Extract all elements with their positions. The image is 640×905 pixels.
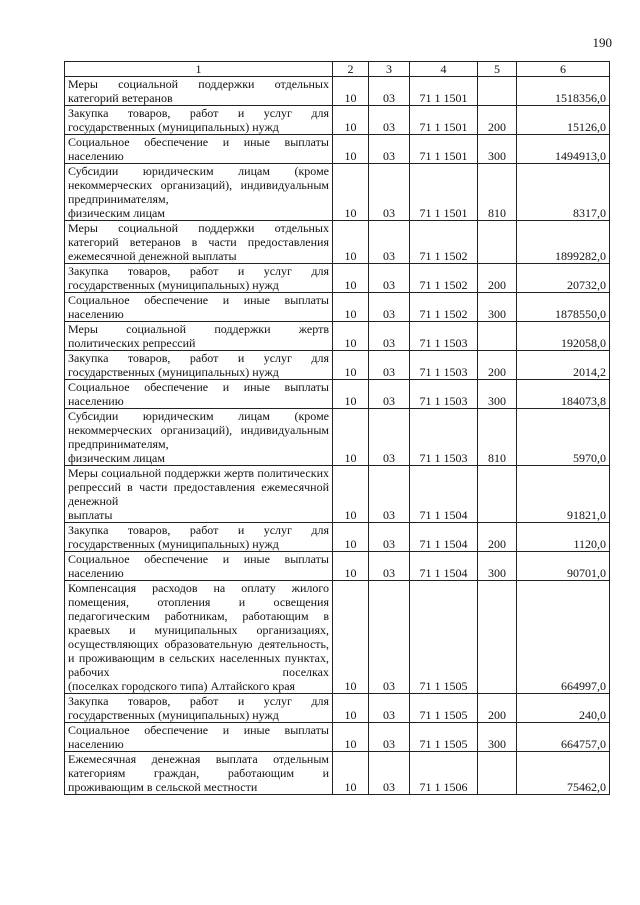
amount-cell: 1120,0 <box>517 523 610 552</box>
expense-name-cell <box>65 293 333 322</box>
expense-name-line: населенных пунктах, рабочих поселках <box>68 651 329 679</box>
amount-cell: 90701,0 <box>517 552 610 581</box>
subsection-code-cell: 03 <box>369 409 410 466</box>
table-row <box>65 164 610 221</box>
subsection-code-cell: 03 <box>369 552 410 581</box>
expense-name-line: Субсидии юридическим лицам (кроме <box>68 409 329 423</box>
target-article-cell: 71 1 1504 <box>410 523 478 552</box>
table-row <box>65 752 610 795</box>
table-body <box>65 77 610 795</box>
subsection-code-cell: 03 <box>369 723 410 752</box>
expense-name-line: краевых и муниципальных организациях, <box>68 623 329 637</box>
target-article-cell: 71 1 1502 <box>410 293 478 322</box>
amount-cell: 1878550,0 <box>517 293 610 322</box>
table-row <box>65 135 610 164</box>
expense-name-cell <box>65 409 333 466</box>
table-row <box>65 466 610 523</box>
amount-cell: 20732,0 <box>517 264 610 293</box>
section-code-cell: 10 <box>333 752 369 795</box>
amount-cell: 15126,0 <box>517 106 610 135</box>
expense-name-cell <box>65 221 333 264</box>
expense-name-line: государственных (муниципальных) нужд <box>68 537 279 551</box>
expense-name-line: Меры социальной поддержки жертв <box>68 322 329 336</box>
column-header: 2 <box>333 62 369 77</box>
table-row <box>65 380 610 409</box>
target-article-cell: 71 1 1505 <box>410 723 478 752</box>
expense-name-line: предоставления ежемесячной денежной <box>68 480 330 508</box>
expense-type-cell: 300 <box>478 723 517 752</box>
expense-name-line: педагогическим работникам, работающим в <box>68 609 329 623</box>
subsection-code-cell: 03 <box>369 581 410 694</box>
section-code-cell: 10 <box>333 135 369 164</box>
expense-name-line: осуществляющих образовательную <box>68 637 253 651</box>
expense-type-cell: 300 <box>478 293 517 322</box>
amount-cell: 91821,0 <box>517 466 610 523</box>
expense-name-line: категорий ветеранов в части предоставления <box>68 235 329 249</box>
expense-type-cell: 810 <box>478 164 517 221</box>
table-row <box>65 322 610 351</box>
amount-cell: 192058,0 <box>517 322 610 351</box>
subsection-code-cell: 03 <box>369 466 410 523</box>
expense-name-line: некоммерческих организаций), <box>68 178 233 192</box>
expense-name-line: Ежемесячная денежная выплата отдельным <box>68 752 329 766</box>
expense-name-cell <box>65 322 333 351</box>
subsection-code-cell: 03 <box>369 694 410 723</box>
target-article-cell: 71 1 1503 <box>410 351 478 380</box>
target-article-cell: 71 1 1504 <box>410 552 478 581</box>
expense-name-line: Социальное обеспечение и иные выплаты <box>68 552 329 566</box>
expense-name-line: выплаты <box>68 508 113 522</box>
expense-name-line: государственных (муниципальных) нужд <box>68 708 279 722</box>
amount-cell: 1518356,0 <box>517 77 610 106</box>
expense-name-line: населению <box>68 394 124 408</box>
column-header: 6 <box>517 62 610 77</box>
amount-cell: 1899282,0 <box>517 221 610 264</box>
table-row <box>65 552 610 581</box>
expense-name-line: индивидуальным предпринимателям, <box>68 178 329 206</box>
expense-name-cell <box>65 552 333 581</box>
table-row <box>65 264 610 293</box>
expense-type-cell <box>478 322 517 351</box>
expense-type-cell <box>478 581 517 694</box>
expense-name-line: Закупка товаров, работ и услуг для <box>68 694 329 708</box>
table-row <box>65 581 610 694</box>
expense-name-cell <box>65 752 333 795</box>
table-row <box>65 523 610 552</box>
expense-type-cell: 200 <box>478 523 517 552</box>
expense-type-cell: 200 <box>478 106 517 135</box>
expense-name-line: категорий ветеранов <box>68 91 173 105</box>
amount-cell: 664997,0 <box>517 581 610 694</box>
subsection-code-cell: 03 <box>369 77 410 106</box>
expense-name-line: Меры социальной поддержки отдельных <box>68 77 329 91</box>
column-header: 3 <box>369 62 410 77</box>
subsection-code-cell: 03 <box>369 135 410 164</box>
expense-name-line: Социальное обеспечение и иные выплаты <box>68 293 329 307</box>
target-article-cell: 71 1 1501 <box>410 164 478 221</box>
expense-type-cell <box>478 221 517 264</box>
expense-name-cell <box>65 351 333 380</box>
column-header: 5 <box>478 62 517 77</box>
expense-type-cell: 810 <box>478 409 517 466</box>
expense-name-line: населению <box>68 307 124 321</box>
section-code-cell: 10 <box>333 106 369 135</box>
subsection-code-cell: 03 <box>369 380 410 409</box>
target-article-cell: 71 1 1501 <box>410 135 478 164</box>
expense-type-cell: 300 <box>478 380 517 409</box>
expense-name-line: населению <box>68 149 124 163</box>
expense-name-line: Меры социальной поддержки отдельных <box>68 221 329 235</box>
expense-name-line: Закупка товаров, работ и услуг для <box>68 523 329 537</box>
target-article-cell: 71 1 1501 <box>410 106 478 135</box>
expense-name-line: Закупка товаров, работ и услуг для <box>68 106 329 120</box>
expense-name-line: Субсидии юридическим лицам (кроме <box>68 164 329 178</box>
expense-type-cell: 300 <box>478 552 517 581</box>
table-header-row <box>65 62 610 77</box>
expense-name-cell <box>65 723 333 752</box>
amount-cell: 664757,0 <box>517 723 610 752</box>
section-code-cell: 10 <box>333 77 369 106</box>
target-article-cell: 71 1 1503 <box>410 322 478 351</box>
expense-name-line: Социальное обеспечение и иные выплаты <box>68 723 329 737</box>
expense-name-cell <box>65 264 333 293</box>
expense-name-cell <box>65 380 333 409</box>
subsection-code-cell: 03 <box>369 752 410 795</box>
amount-cell: 240,0 <box>517 694 610 723</box>
target-article-cell: 71 1 1502 <box>410 264 478 293</box>
expense-type-cell: 200 <box>478 264 517 293</box>
expense-name-cell <box>65 581 333 694</box>
column-header: 1 <box>65 62 333 77</box>
expense-name-line: проживающим в сельской местности <box>68 780 258 794</box>
expense-name-cell <box>65 135 333 164</box>
expense-name-cell <box>65 106 333 135</box>
expense-name-line: деятельность, и проживающим в сельских <box>68 637 329 665</box>
subsection-code-cell: 03 <box>369 164 410 221</box>
table-row <box>65 694 610 723</box>
expense-name-line: Меры социальной поддержки жертв <box>68 466 255 480</box>
amount-cell: 2014,2 <box>517 351 610 380</box>
section-code-cell: 10 <box>333 293 369 322</box>
expense-name-line: государственных (муниципальных) нужд <box>68 365 279 379</box>
expense-name-line: ежемесячной денежной выплаты <box>68 249 237 263</box>
expense-name-line: категориям граждан, работающим и <box>68 766 329 780</box>
expense-name-line: государственных (муниципальных) нужд <box>68 120 279 134</box>
expense-type-cell: 200 <box>478 351 517 380</box>
section-code-cell: 10 <box>333 264 369 293</box>
expense-name-line: физическим лицам <box>68 451 165 465</box>
expense-name-line: политических репрессий <box>68 336 196 350</box>
expense-name-cell <box>65 77 333 106</box>
expense-name-line: Закупка товаров, работ и услуг для <box>68 264 329 278</box>
section-code-cell: 10 <box>333 164 369 221</box>
expense-name-cell <box>65 523 333 552</box>
table-row <box>65 351 610 380</box>
target-article-cell: 71 1 1503 <box>410 409 478 466</box>
section-code-cell: 10 <box>333 409 369 466</box>
amount-cell: 184073,8 <box>517 380 610 409</box>
amount-cell: 8317,0 <box>517 164 610 221</box>
section-code-cell: 10 <box>333 221 369 264</box>
section-code-cell: 10 <box>333 322 369 351</box>
section-code-cell: 10 <box>333 523 369 552</box>
expense-name-line: Социальное обеспечение и иные выплаты <box>68 135 329 149</box>
section-code-cell: 10 <box>333 466 369 523</box>
expense-type-cell: 200 <box>478 694 517 723</box>
subsection-code-cell: 03 <box>369 264 410 293</box>
expense-name-line: (поселках городского типа) Алтайского края <box>68 679 296 693</box>
expense-name-line: индивидуальным предпринимателям, <box>68 423 329 451</box>
amount-cell: 75462,0 <box>517 752 610 795</box>
expense-name-cell <box>65 466 333 523</box>
expense-name-cell <box>65 164 333 221</box>
section-code-cell: 10 <box>333 380 369 409</box>
target-article-cell: 71 1 1502 <box>410 221 478 264</box>
expense-type-cell <box>478 752 517 795</box>
subsection-code-cell: 03 <box>369 351 410 380</box>
target-article-cell: 71 1 1505 <box>410 694 478 723</box>
expense-name-line: населению <box>68 566 124 580</box>
expense-name-cell <box>65 694 333 723</box>
budget-table <box>64 61 610 795</box>
target-article-cell: 71 1 1505 <box>410 581 478 694</box>
table-row <box>65 409 610 466</box>
table-row <box>65 106 610 135</box>
page-number: 190 <box>592 35 612 50</box>
section-code-cell: 10 <box>333 581 369 694</box>
expense-name-line: государственных (муниципальных) нужд <box>68 278 279 292</box>
target-article-cell: 71 1 1504 <box>410 466 478 523</box>
expense-name-line: физическим лицам <box>68 206 165 220</box>
section-code-cell: 10 <box>333 723 369 752</box>
column-header: 4 <box>410 62 478 77</box>
amount-cell: 1494913,0 <box>517 135 610 164</box>
expense-name-line: политических репрессий в части <box>68 466 329 494</box>
section-code-cell: 10 <box>333 694 369 723</box>
subsection-code-cell: 03 <box>369 523 410 552</box>
target-article-cell: 71 1 1501 <box>410 77 478 106</box>
subsection-code-cell: 03 <box>369 322 410 351</box>
expense-name-line: Социальное обеспечение и иные выплаты <box>68 380 329 394</box>
expense-name-line: некоммерческих организаций), <box>68 423 233 437</box>
section-code-cell: 10 <box>333 351 369 380</box>
table-row <box>65 293 610 322</box>
expense-type-cell: 300 <box>478 135 517 164</box>
expense-name-line: Компенсация расходов на оплату жилого <box>68 581 329 595</box>
expense-type-cell <box>478 77 517 106</box>
expense-name-line: Закупка товаров, работ и услуг для <box>68 351 329 365</box>
subsection-code-cell: 03 <box>369 293 410 322</box>
expense-name-line: населению <box>68 737 124 751</box>
target-article-cell: 71 1 1506 <box>410 752 478 795</box>
expense-name-line: помещения, отопления и освещения <box>68 595 329 609</box>
section-code-cell: 10 <box>333 552 369 581</box>
subsection-code-cell: 03 <box>369 106 410 135</box>
expense-type-cell <box>478 466 517 523</box>
table-row <box>65 77 610 106</box>
table-row <box>65 221 610 264</box>
target-article-cell: 71 1 1503 <box>410 380 478 409</box>
table-row <box>65 723 610 752</box>
subsection-code-cell: 03 <box>369 221 410 264</box>
amount-cell: 5970,0 <box>517 409 610 466</box>
